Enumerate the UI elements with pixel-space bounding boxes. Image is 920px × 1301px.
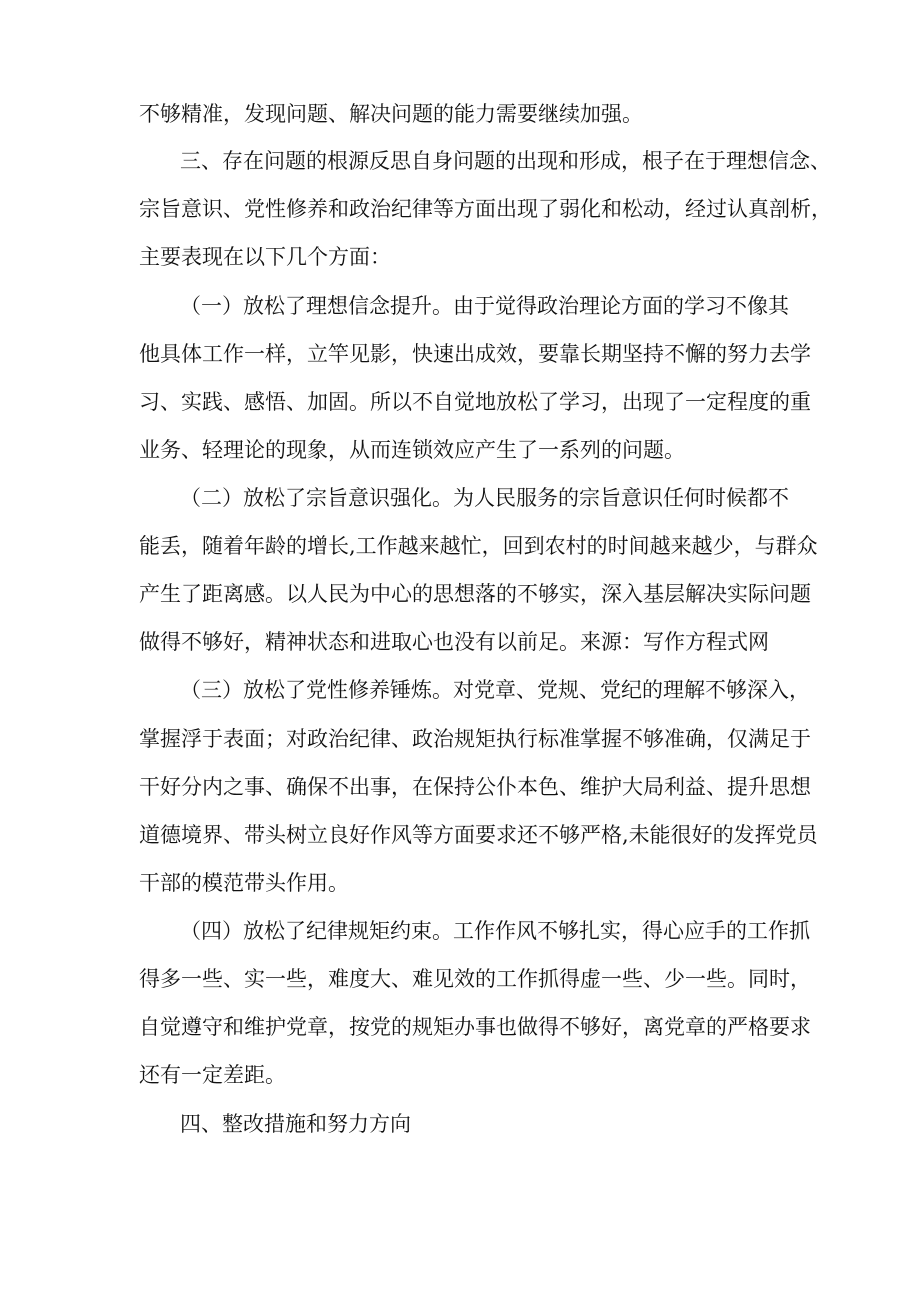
- text-line: [0, 189, 920, 229]
- text-line: [0, 334, 920, 374]
- line-text: 做得不够好，精神状态和进取心也没有以前足。来源：写作方程式网: [139, 630, 769, 654]
- line-text: 三、存在问题的根源反思自身问题的出现和形成，根子在于理想信念、: [180, 149, 831, 173]
- line-text: 自觉遵守和维护党章，按党的规矩办事也做得不够好，离党章的严格要求: [139, 1015, 811, 1039]
- text-line: [0, 1007, 920, 1047]
- line-text: 道德境界、带头树立良好作风等方面要求还不够严格,未能很好的发挥党员: [139, 823, 818, 847]
- section-heading-4: [0, 1104, 920, 1144]
- text-line: [0, 382, 920, 422]
- line-text: （四）放松了纪律规矩约束。工作作风不够扎实，得心应手的工作抓: [180, 919, 810, 943]
- paragraph-1-start: [0, 286, 920, 326]
- line-text: 干部的模范带头作用。: [139, 871, 349, 895]
- line-text: 得多一些、实一些，难度大、难见效的工作抓得虚一些、少一些。同时，: [139, 967, 811, 991]
- text-line: [0, 959, 920, 999]
- section-heading-3: [0, 141, 920, 181]
- line-text: 干好分内之事、确保不出事，在保持公仆本色、维护大局利益、提升思想: [139, 775, 811, 799]
- line-text: （一）放松了理想信念提升。由于觉得政治理论方面的学习不像其: [180, 294, 789, 318]
- text-line: [0, 1055, 920, 1095]
- line-text: 主要表现在以下几个方面：: [139, 245, 391, 269]
- text-line: [0, 815, 920, 855]
- line-text: 能丢，随着年龄的增长,工作越来越忙，回到农村的时间越来越少，与群众: [139, 534, 818, 558]
- line-text: 掌握浮于表面；对政治纪律、政治规矩执行标准掌握不够准确，仅满足于: [139, 727, 811, 751]
- line-text: 不够精准，发现问题、解决问题的能力需要继续加强。: [139, 102, 643, 126]
- text-line: [0, 767, 920, 807]
- paragraph-2-start: [0, 478, 920, 518]
- line-text: 产生了距离感。以人民为中心的思想落的不够实，深入基层解决实际问题: [139, 582, 811, 606]
- line-text: 还有一定差距。: [139, 1063, 286, 1087]
- line-text: （二）放松了宗旨意识强化。为人民服务的宗旨意识任何时候都不: [180, 486, 789, 510]
- line-text: 宗旨意识、党性修养和政治纪律等方面出现了弱化和松动，经过认真剖析，: [139, 197, 832, 221]
- text-line: [0, 237, 920, 277]
- text-line: [0, 622, 920, 662]
- line-text: 他具体工作一样，立竿见影，快速出成效，要靠长期坚持不懈的努力去学: [139, 342, 811, 366]
- paragraph-3-start: [0, 670, 920, 710]
- line-text: 习、实践、感悟、加固。所以不自觉地放松了学习，出现了一定程度的重: [139, 390, 811, 414]
- text-line: [0, 430, 920, 470]
- line-text: （三）放松了党性修养锤炼。对党章、党规、党纪的理解不够深入，: [180, 678, 810, 702]
- text-line: [0, 574, 920, 614]
- text-line: [0, 94, 920, 134]
- text-line: [0, 863, 920, 903]
- text-line: [0, 719, 920, 759]
- line-text: 四、整改措施和努力方向: [180, 1112, 411, 1136]
- text-line: [0, 526, 920, 566]
- line-text: 业务、轻理论的现象，从而连锁效应产生了一系列的问题。: [139, 438, 685, 462]
- paragraph-4-start: [0, 911, 920, 951]
